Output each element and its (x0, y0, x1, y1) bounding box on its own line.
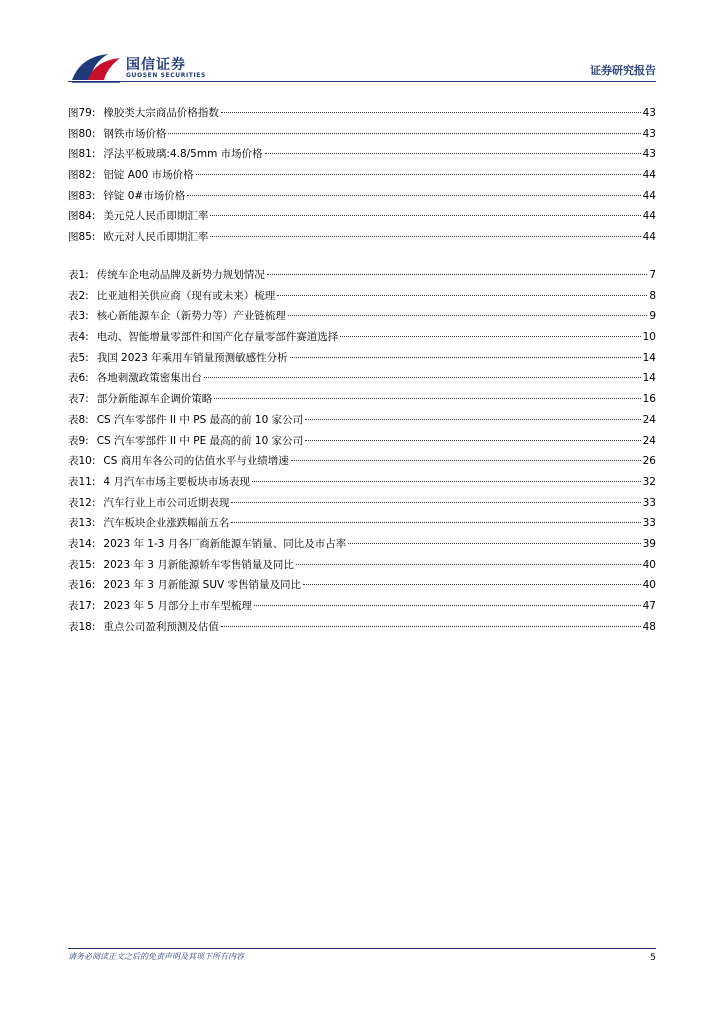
entry-page-number: 47 (642, 600, 656, 612)
entry-label: 表12: (68, 496, 96, 509)
entry-title: 汽车板块企业涨跌幅前五名 (103, 517, 230, 530)
table-entry[interactable] (68, 410, 656, 431)
entry-title: 2023 年 3 月新能源 SUV 零售销量及同比 (103, 579, 302, 592)
entry-page-number: 40 (642, 558, 656, 571)
entry-label: 表7: (68, 393, 89, 406)
table-entry[interactable] (68, 368, 656, 389)
entry-label: 表2: (68, 289, 89, 302)
entry-page-number: 10 (642, 331, 656, 344)
entry-title: 锌锭 0#市场价格 (103, 189, 186, 202)
table-entry[interactable] (68, 534, 656, 555)
entry-title: 我国 2023 年乘用车销量预测敏感性分析 (96, 351, 288, 364)
entry-label: 图83: (68, 189, 96, 202)
page-number: 5 (650, 953, 656, 963)
table-entry[interactable] (68, 596, 656, 617)
table-entry[interactable] (68, 472, 656, 493)
entry-title: 铝锭 A00 市场价格 (103, 169, 194, 182)
dot-leader (221, 112, 641, 113)
dot-leader (303, 584, 641, 585)
entry-page-number: 44 (642, 189, 656, 202)
entry-title: 4 月汽车市场主要板块市场表现 (103, 475, 250, 488)
dot-leader (296, 564, 641, 565)
table-entry[interactable] (68, 451, 656, 472)
entry-page-number: 9 (649, 310, 656, 323)
footer-disclaimer: 请务必阅读正文之后的免责声明及其项下所有内容 (68, 952, 244, 961)
figure-entry[interactable] (68, 165, 656, 186)
entry-page-number: 32 (642, 475, 656, 488)
dot-leader (221, 626, 641, 627)
table-entry[interactable] (68, 389, 656, 410)
dot-leader (252, 481, 641, 482)
table-entry[interactable] (68, 348, 656, 369)
dot-leader (340, 336, 640, 337)
entry-label: 图81: (68, 148, 96, 161)
table-entry[interactable] (68, 617, 656, 638)
entry-page-number: 43 (642, 127, 656, 140)
entry-page-number: 8 (649, 289, 656, 302)
entry-label: 图79: (68, 107, 96, 119)
entry-title: CS 汽车零部件 II 中 PS 最高的前 10 家公司 (96, 413, 304, 426)
report-type-label: 证券研究报告 (590, 64, 656, 77)
table-entry[interactable] (68, 286, 656, 307)
entry-page-number: 43 (642, 107, 656, 119)
entry-page-number: 24 (642, 434, 656, 447)
figure-entry[interactable] (68, 103, 656, 124)
figure-entry[interactable] (68, 206, 656, 227)
entry-page-number: 7 (649, 269, 656, 281)
dot-leader (231, 522, 640, 523)
figure-entry[interactable] (68, 186, 656, 207)
entry-title: 传统车企电动品牌及新势力规划情况 (96, 269, 265, 281)
entry-page-number: 33 (642, 496, 656, 509)
entry-title: 部分新能源车企调价策略 (96, 393, 213, 406)
dot-leader (254, 605, 641, 606)
brand-name-en: GUOSEN SECURITIES (126, 72, 206, 79)
page-header (0, 0, 724, 86)
entry-label: 表11: (68, 475, 96, 488)
dot-leader (204, 377, 641, 378)
table-entry[interactable] (68, 513, 656, 534)
dot-leader (348, 543, 640, 544)
entry-title: 汽车行业上市公司近期表现 (103, 496, 230, 509)
entry-title: 比亚迪相关供应商（现有或未来）梳理 (96, 289, 276, 302)
dot-leader (305, 419, 640, 420)
entry-label: 表3: (68, 310, 89, 323)
dot-leader (231, 502, 640, 503)
dot-leader (267, 274, 648, 275)
entry-title: 欧元对人民币即期汇率 (103, 231, 209, 244)
dot-leader (290, 357, 641, 358)
entry-title: CS 商用车各公司的估值水平与业绩增速 (103, 455, 289, 468)
dot-leader (210, 236, 640, 237)
entry-page-number: 44 (642, 231, 656, 244)
entry-label: 图82: (68, 169, 96, 182)
entry-page-number: 33 (642, 517, 656, 530)
entry-page-number: 40 (642, 579, 656, 592)
dot-leader (196, 174, 641, 175)
entry-title: 钢铁市场价格 (103, 127, 167, 140)
entry-label: 图84: (68, 210, 96, 223)
figure-list (68, 103, 656, 248)
table-list (68, 265, 656, 637)
dot-leader (168, 133, 640, 134)
entry-label: 表1: (68, 269, 89, 281)
entry-label: 表18: (68, 620, 96, 633)
entry-label: 表4: (68, 331, 89, 344)
entry-page-number: 26 (642, 455, 656, 468)
table-entry[interactable] (68, 575, 656, 596)
dot-leader (187, 195, 640, 196)
entry-title: 橡胶类大宗商品价格指数 (103, 107, 219, 119)
entry-title: 美元兑人民币即期汇率 (103, 210, 209, 223)
entry-title: 2023 年 1-3 月各厂商新能源车销量、同比及市占率 (103, 537, 347, 550)
entry-title: 浮法平板玻璃:4.8/5mm 市场价格 (103, 148, 263, 161)
table-entry[interactable] (68, 265, 656, 286)
entry-label: 表15: (68, 558, 96, 571)
entry-title: 电动、智能增量零部件和国产化存量零部件赛道选择 (96, 331, 339, 344)
dot-leader (214, 398, 640, 399)
entry-label: 表17: (68, 600, 96, 612)
figure-entry[interactable] (68, 227, 656, 248)
entry-title: 核心新能源车企（新势力等）产业链梳理 (96, 310, 286, 323)
entry-label: 表10: (68, 455, 96, 468)
entry-page-number: 43 (642, 148, 656, 161)
entry-label: 表14: (68, 537, 96, 550)
entry-label: 图80: (68, 127, 96, 140)
figure-entry[interactable] (68, 124, 656, 145)
entry-label: 表13: (68, 517, 96, 530)
entry-title: 各地刺激政策密集出台 (96, 372, 202, 385)
footer-divider (68, 948, 656, 949)
dot-leader (210, 215, 640, 216)
figure-entry[interactable] (68, 144, 656, 165)
entry-label: 表16: (68, 579, 96, 592)
entry-page-number: 24 (642, 413, 656, 426)
entry-title: 2023 年 3 月新能源轿车零售销量及同比 (103, 558, 294, 571)
entry-label: 表9: (68, 434, 89, 447)
entry-label: 图85: (68, 231, 96, 244)
dot-leader (265, 153, 641, 154)
entry-page-number: 39 (642, 537, 656, 550)
entry-label: 表5: (68, 351, 89, 364)
table-entry[interactable] (68, 493, 656, 514)
brand-name-cn: 国信证券 (126, 57, 186, 73)
entry-label: 表6: (68, 372, 89, 385)
entry-page-number: 48 (642, 620, 656, 633)
table-entry[interactable] (68, 555, 656, 576)
table-entry[interactable] (68, 431, 656, 452)
entry-page-number: 14 (642, 372, 656, 385)
dot-leader (305, 440, 641, 441)
dot-leader (288, 315, 648, 316)
entry-title: 2023 年 5 月部分上市车型梳理 (103, 600, 252, 612)
entry-label: 表8: (68, 413, 89, 426)
entry-page-number: 16 (642, 393, 656, 406)
dot-leader (277, 295, 647, 296)
entry-page-number: 14 (642, 351, 656, 364)
entry-title: 重点公司盈利预测及估值 (103, 620, 219, 633)
entry-title: CS 汽车零部件 II 中 PE 最高的前 10 家公司 (96, 434, 304, 447)
table-entry[interactable] (68, 306, 656, 327)
header-divider (68, 81, 656, 82)
entry-page-number: 44 (642, 169, 656, 182)
table-entry[interactable] (68, 327, 656, 348)
dot-leader (291, 460, 641, 461)
entry-page-number: 44 (642, 210, 656, 223)
